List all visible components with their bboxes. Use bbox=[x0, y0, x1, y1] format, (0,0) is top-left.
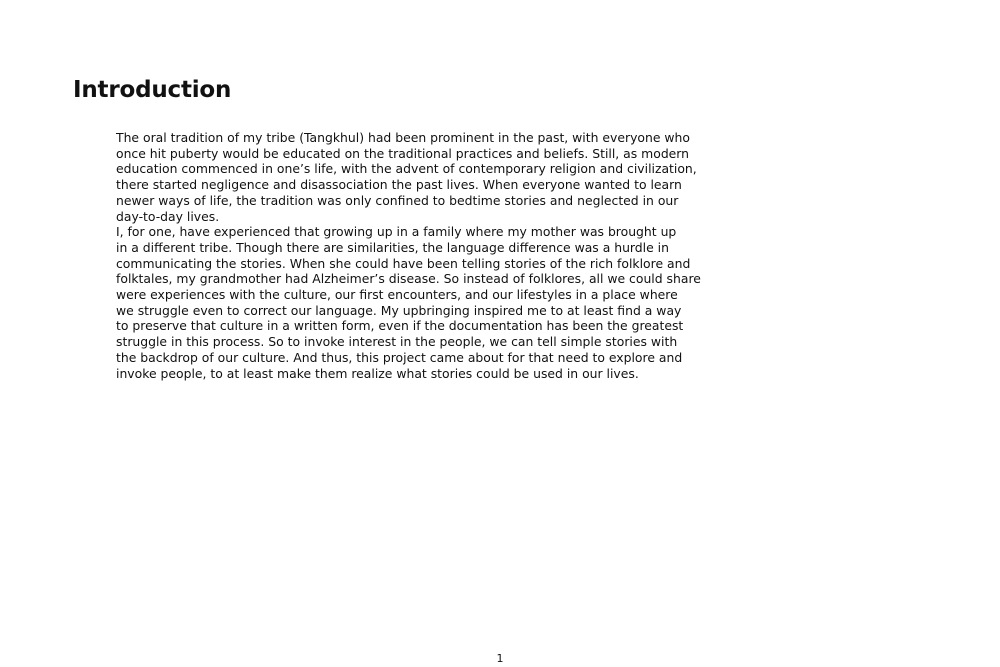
text-line: day-to-day lives. bbox=[116, 208, 220, 224]
text-line: communicating the stories. When she could have been telling stories of the rich folklore and bbox=[116, 255, 691, 271]
page-number: 1 bbox=[496, 652, 504, 665]
paragraph-1 bbox=[116, 130, 697, 224]
text-line: newer ways of life, the tradition was only confined to bedtime stories and neglected in our bbox=[116, 192, 679, 208]
text-line: we struggle even to correct our language. My upbringing inspired me to at least find a way bbox=[116, 302, 682, 318]
text-line: folktales, my grandmother had Alzheimer’s disease. So instead of folklores, all we could share bbox=[116, 271, 701, 287]
paragraph-2 bbox=[116, 224, 701, 381]
text-line: to preserve that culture in a written form, even if the documentation has been the greatest bbox=[116, 318, 684, 334]
text-line: invoke people, to at least make them realize what stories could be used in our lives. bbox=[116, 365, 639, 381]
text-line: The oral tradition of my tribe (Tangkhul) had been prominent in the past, with everyone who bbox=[116, 130, 690, 145]
body-text bbox=[116, 130, 701, 381]
text-line: in a different tribe. Though there are similarities, the language difference was a hurdle in bbox=[116, 239, 669, 255]
text-line: the backdrop of our culture. And thus, this project came about for that need to explore and bbox=[116, 349, 683, 365]
text-line: once hit puberty would be educated on the traditional practices and beliefs. Still, as modern bbox=[116, 145, 690, 161]
text-line: I, for one, have experienced that growing up in a family where my mother was brought up bbox=[116, 224, 677, 240]
page-title: Introduction bbox=[73, 77, 232, 103]
text-line: there started negligence and disassociation the past lives. When everyone wanted to learn bbox=[116, 177, 682, 193]
text-line: struggle in this process. So to invoke interest in the people, we can tell simple stories with bbox=[116, 334, 678, 350]
text-line: education commenced in one’s life, with the advent of contemporary religion and civilization, bbox=[116, 161, 697, 177]
text-line: were experiences with the culture, our first encounters, and our lifestyles in a place where bbox=[116, 287, 678, 303]
